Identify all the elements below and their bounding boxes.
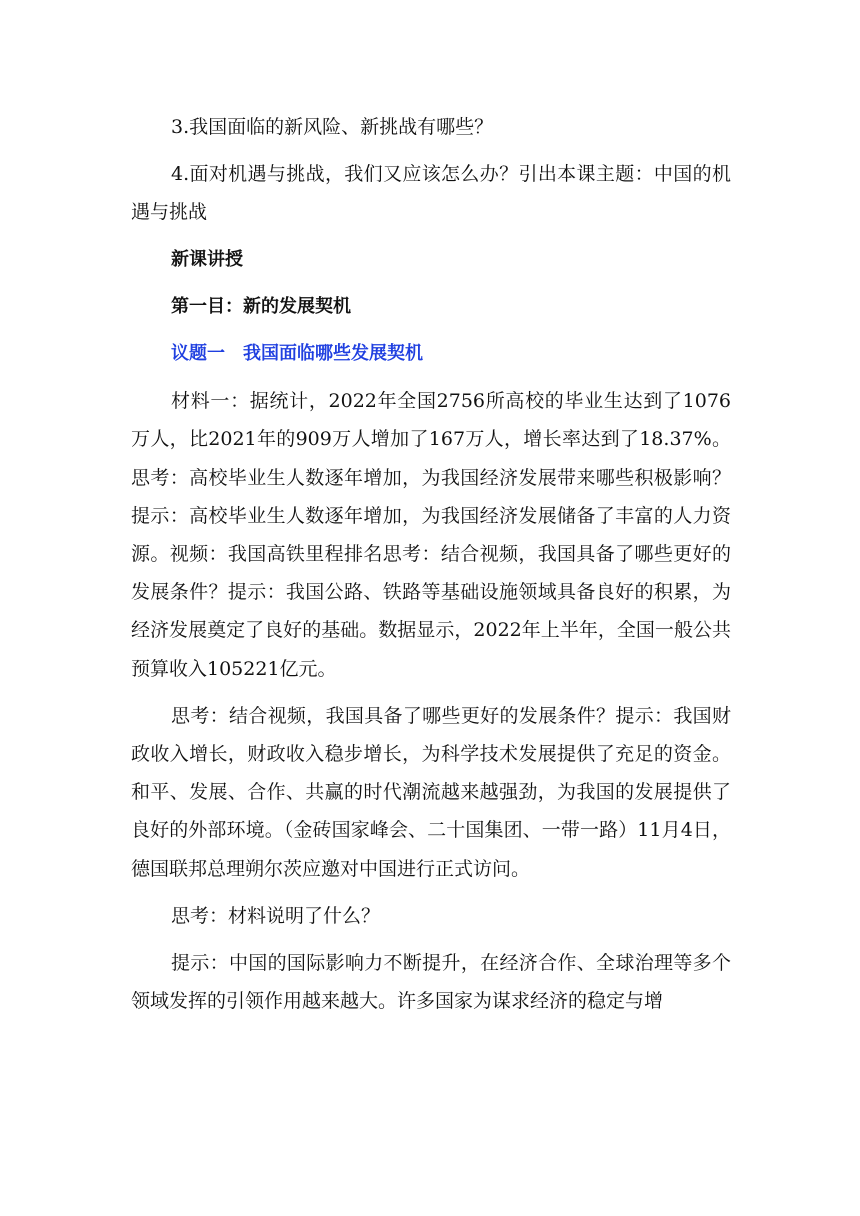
section-heading: 新课讲授	[171, 248, 243, 270]
question-paragraph: 思考：材料说明了什么？	[171, 904, 381, 927]
question-3-paragraph: 3.我国面临的新风险、新挑战有哪些？	[171, 116, 494, 138]
hint-paragraph: 提示：中国的国际影响力不断提升，在经济合作、全球治理等多个领域发挥的引领作用越来越大。许多国家为谋求经济的稳定与增	[131, 952, 731, 1013]
finance-paragraph: 思考：结合视频，我国具备了哪些更好的发展条件？提示：我国财政收入增长，财政收入稳步增长，为科学技术发展提供了充足的资金。和平、发展、合作、共赢的时代潮流越来越强劲，为我国的发展提供了良好的外部环境。（金砖国家峰会、二十国集团、一带一路）11月4日，德国联邦总理朔尔茨应邀对中国进行正式访问。	[131, 704, 731, 880]
document-body	[131, 108, 731, 1029]
subsection-heading: 第一目：新的发展契机	[171, 295, 351, 317]
question-4-paragraph: 4.面对机遇与挑战，我们又应该怎么办？引出本课主题：中国的机遇与挑战	[131, 163, 731, 224]
material-one-paragraph: 材料一：据统计，2022年全国2756所高校的毕业生达到了1076万人，比2021年的909万人增加了167万人，增长率达到了18.37%。思考：高校毕业生人数逐年增加，为我国经济发展带来哪些积极影响？提示：高校毕业生人数逐年增加，为我国经济发展储备了丰富的人力资源。视频：我国高铁里程排名思考：结合视频，我国具备了哪些更好的发展条件？提示：我国公路、铁路等基础设施领域具备良好的积累，为经济发展奠定了良好的基础。数据显示，2022年上半年，全国一般公共预算收入105221亿元。	[131, 390, 731, 680]
topic-heading: 议题一 我国面临哪些发展契机	[171, 343, 423, 365]
